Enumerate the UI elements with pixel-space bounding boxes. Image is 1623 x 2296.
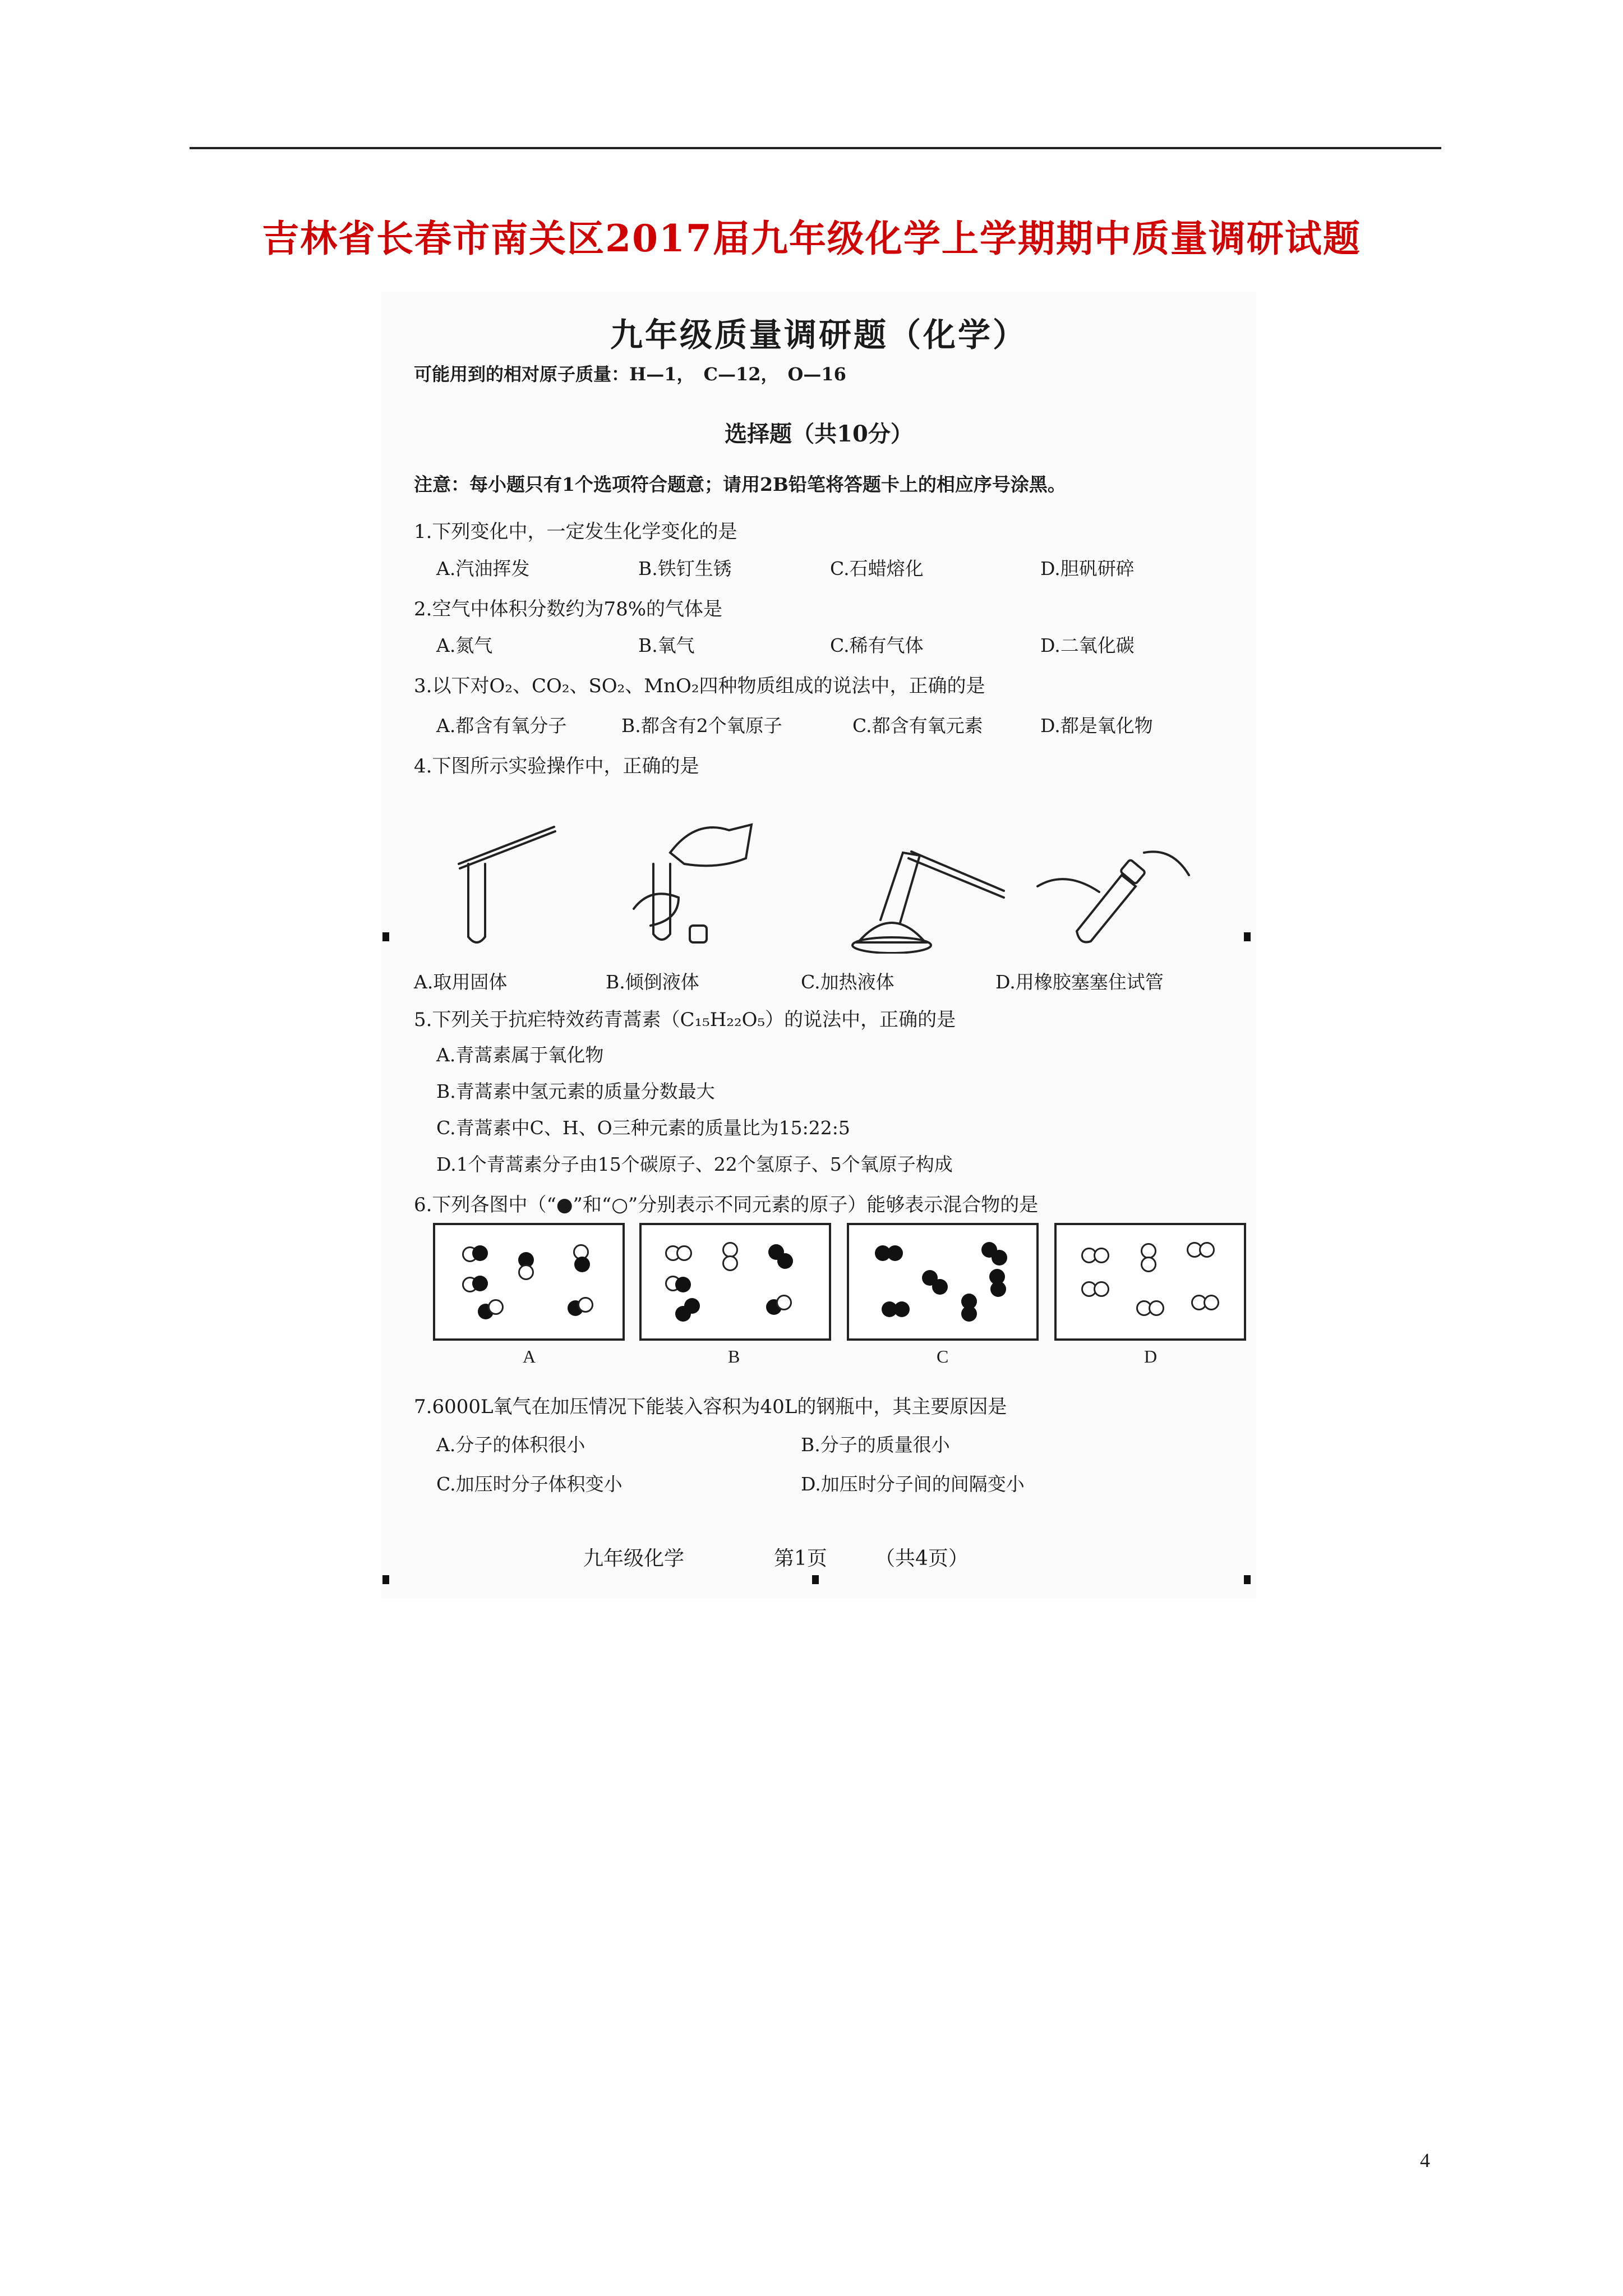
- page-number: 4: [1420, 2149, 1430, 2171]
- white-atom: [1199, 1242, 1215, 1258]
- question-2-option-b: B.氧气: [638, 634, 695, 656]
- black-atom: [932, 1279, 948, 1295]
- diagram-box-c: [847, 1223, 1039, 1341]
- question-4-option-c: C.加热液体: [801, 971, 895, 993]
- question-7-option-d: D.加压时分子间的间隔变小: [801, 1473, 1025, 1495]
- question-7-option-a: A.分子的体积很小: [436, 1434, 585, 1456]
- white-atom: [1149, 1300, 1164, 1316]
- question-3-option-a: A.都含有氧分子: [436, 715, 567, 737]
- section-title: 选择题（共10分）: [725, 421, 913, 447]
- question-2-option-c: C.稀有气体: [830, 634, 924, 656]
- question-5-option-d: D.1个青蒿素分子由15个碳原子、22个氢原子、5个氧原子构成: [436, 1153, 953, 1175]
- diagram-label-a: A: [523, 1346, 536, 1366]
- question-4-option-a: A.取用固体: [414, 971, 508, 993]
- black-atom: [472, 1245, 488, 1261]
- question-7-stem: 7.6000L氧气在加压情况下能装入容积为40L的钢瓶中，其主要原因是: [414, 1396, 1007, 1418]
- footer-total-pages: （共4页）: [875, 1547, 969, 1570]
- question-2-option-d: D.二氧化碳: [1040, 634, 1135, 656]
- pour-liquid-illustration: [634, 825, 751, 942]
- black-atom: [684, 1298, 700, 1314]
- question-1-stem: 1.下列变化中，一定发生化学变化的是: [414, 521, 737, 543]
- diagram-label-c: C: [937, 1346, 949, 1366]
- take-solid-illustration: [459, 827, 555, 942]
- question-1-option-c: C.石蜡熔化: [830, 558, 924, 579]
- white-atom: [676, 1245, 692, 1261]
- white-atom: [722, 1255, 738, 1271]
- white-atom: [1141, 1257, 1156, 1272]
- diagram-label-b: B: [728, 1346, 740, 1366]
- heat-liquid-illustration: [852, 852, 1004, 953]
- white-atom: [1094, 1281, 1109, 1297]
- black-atom: [675, 1277, 691, 1292]
- question-3-option-c: C.都含有氧元素: [852, 715, 983, 737]
- white-atom: [1204, 1295, 1219, 1310]
- question-6-stem: 6.下列各图中（“●”和“○”分别表示不同元素的原子）能够表示混合物的是: [414, 1194, 1039, 1216]
- exam-note: 注意：每小题只有1个选项符合题意；请用2B铅笔将答题卡上的相应序号涂黑。: [414, 473, 1066, 495]
- question-4-stem: 4.下图所示实验操作中，正确的是: [414, 755, 699, 777]
- document-title: 吉林省长春市南关区2017届九年级化学上学期期中质量调研试题: [262, 217, 1361, 260]
- question-4-option-b: B.倾倒液体: [606, 971, 699, 993]
- question-3-option-d: D.都是氧化物: [1040, 715, 1153, 737]
- question-1-option-b: B.铁钉生锈: [638, 558, 732, 579]
- black-atom: [894, 1301, 910, 1317]
- footer-subject: 九年级化学: [583, 1547, 685, 1570]
- registration-mark: [382, 1575, 389, 1584]
- diagram-box-b: [639, 1223, 831, 1341]
- question-2-option-a: A.氮气: [436, 634, 493, 656]
- question-2-stem: 2.空气中体积分数约为78%的气体是: [414, 598, 723, 620]
- black-atom: [887, 1245, 903, 1261]
- stopper-tube-illustration: [1038, 852, 1189, 942]
- exam-title: 九年级质量调研题（化学）: [610, 316, 1027, 354]
- question-3-stem: 3.以下对O₂、CO₂、SO₂、MnO₂四种物质组成的说法中，正确的是: [414, 675, 985, 697]
- registration-mark: [1244, 1575, 1251, 1584]
- question-5-option-a: A.青蒿素属于氧化物: [436, 1044, 604, 1066]
- registration-mark: [382, 932, 389, 941]
- white-atom: [488, 1299, 504, 1315]
- black-atom: [777, 1253, 793, 1269]
- registration-mark: [812, 1575, 819, 1584]
- black-atom: [961, 1306, 977, 1322]
- white-atom: [578, 1297, 593, 1313]
- question-7-option-b: B.分子的质量很小: [801, 1434, 950, 1456]
- question-5-option-b: B.青蒿素中氢元素的质量分数最大: [436, 1080, 715, 1102]
- question-1-option-a: A.汽油挥发: [436, 558, 530, 579]
- lab-operation-illustrations: [415, 785, 1211, 954]
- diagram-box-a: [433, 1223, 625, 1341]
- scanned-exam-page: [381, 292, 1256, 1599]
- black-atom: [992, 1250, 1007, 1266]
- diagram-box-d: [1054, 1223, 1246, 1341]
- footer-page: 第1页: [774, 1547, 827, 1570]
- registration-mark: [1244, 932, 1251, 941]
- white-atom: [518, 1264, 534, 1280]
- black-atom: [574, 1257, 590, 1272]
- question-1-option-d: D.胆矾研碎: [1040, 558, 1135, 579]
- diagram-label-d: D: [1144, 1346, 1158, 1366]
- question-5-stem: 5.下列关于抗疟特效药青蒿素（C₁₅H₂₂O₅）的说法中，正确的是: [414, 1009, 956, 1031]
- question-5-option-c: C.青蒿素中C、H、O三种元素的质量比为15:22:5: [436, 1117, 850, 1139]
- question-4-option-d: D.用橡胶塞塞住试管: [995, 971, 1164, 993]
- question-7-option-c: C.加压时分子体积变小: [436, 1473, 623, 1495]
- question-3-option-b: B.都含有2个氧原子: [621, 715, 782, 737]
- black-atom: [472, 1276, 488, 1291]
- white-atom: [1094, 1248, 1109, 1263]
- header-rule: [190, 147, 1441, 149]
- white-atom: [776, 1295, 792, 1310]
- atomic-masses: 可能用到的相对原子质量：H—1， C—12， O—16: [414, 364, 846, 385]
- black-atom: [990, 1281, 1006, 1297]
